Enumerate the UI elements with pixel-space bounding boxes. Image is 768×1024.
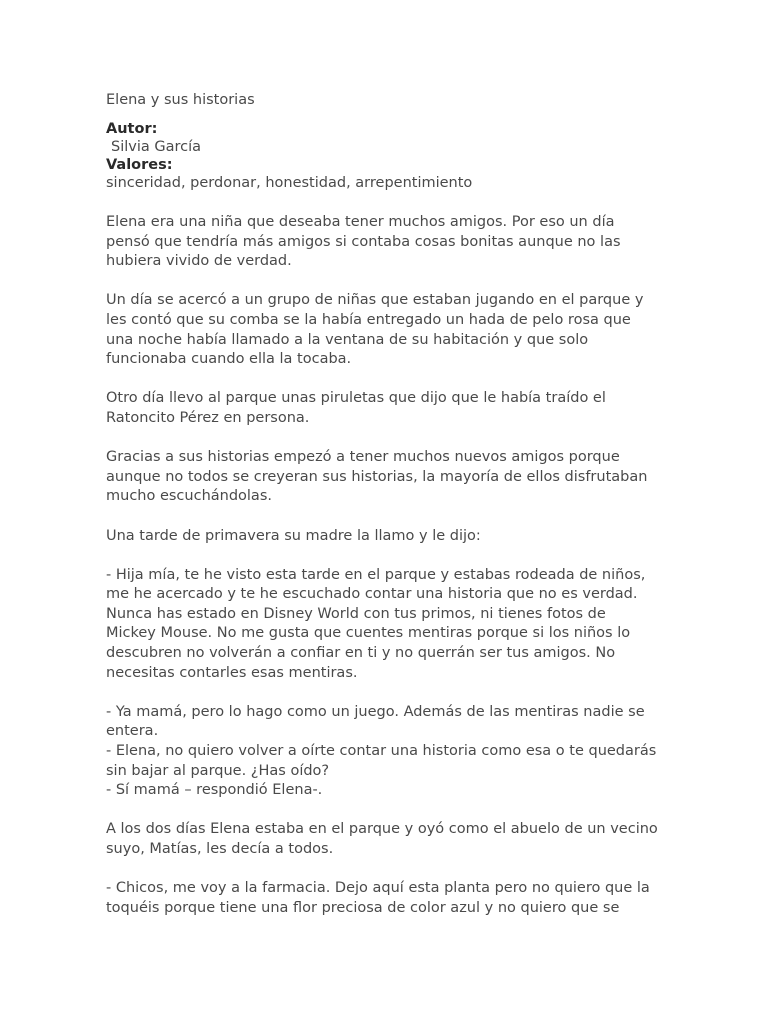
story-paragraph-2: Un día se acercó a un grupo de niñas que estaban jugando en el parque y les contó que su comba se la había entregado un hada de pelo rosa que una noche había llamado a la ventana de su habitación y que solo funcionaba cuando ella la tocaba.	[106, 292, 644, 368]
story-paragraph-1: Elena era una niña que deseaba tener muchos amigos. Por eso un día pensó que tendría más amigos si contaba cosas bonitas aunque no las hubiera vivido de verdad.	[106, 214, 621, 270]
dialog-line-1: - Ya mamá, pero lo hago como un juego. Además de las mentiras nadie se entera.	[106, 703, 645, 740]
dialog-line-3: - Sí mamá – respondió Elena-.	[106, 782, 323, 799]
author-value: Silvia García	[111, 139, 202, 155]
story-paragraph-4: Gracias a sus historias empezó a tener muchos nuevos amigos porque aunque no todos se creyeran sus historias, la mayoría de ellos disfrutaban mucho escuchándolas.	[106, 449, 648, 505]
story-body	[106, 213, 666, 918]
author-label: Autor:	[106, 121, 158, 137]
dialog-line-2: - Elena, no quiero volver a oírte contar una historia como esa o te quedarás sin bajar al parque. ¿Has oído?	[106, 743, 657, 779]
story-paragraph-8: - Chicos, me voy a la farmacia. Dejo aquí esta planta pero no quiero que la toquéis porque tiene una flor preciosa de color azul y no quiero que se	[106, 880, 650, 916]
document-page	[106, 90, 666, 938]
story-paragraph-3: Otro día llevo al parque unas piruletas que dijo que le había traído el Ratoncito Pérez en persona.	[106, 390, 606, 426]
document-metadata	[106, 120, 666, 192]
document-title: Elena y sus historias	[106, 92, 255, 108]
story-paragraph-6: - Hija mía, te he visto esta tarde en el parque y estabas rodeada de niños, me he acercado y te he escuchado contar una historia que no es verdad. Nunca has estado en Disney World con tus primos, ni tienes fotos de Mickey Mouse. No me gusta que cuentes mentiras porque si los niños lo descubren no volverán a confiar en ti y no querrán ser tus amigos. No necesitas contarles esas mentiras.	[106, 566, 646, 681]
values-label: Valores:	[106, 157, 173, 173]
story-paragraph-7: A los dos días Elena estaba en el parque y oyó como el abuelo de un vecino suyo, Matías, les decía a todos.	[106, 821, 658, 857]
dialog-block	[106, 703, 666, 801]
values-value: sinceridad, perdonar, honestidad, arrepentimiento	[106, 175, 473, 191]
story-paragraph-5: Una tarde de primavera su madre la llamo y le dijo:	[106, 527, 481, 544]
